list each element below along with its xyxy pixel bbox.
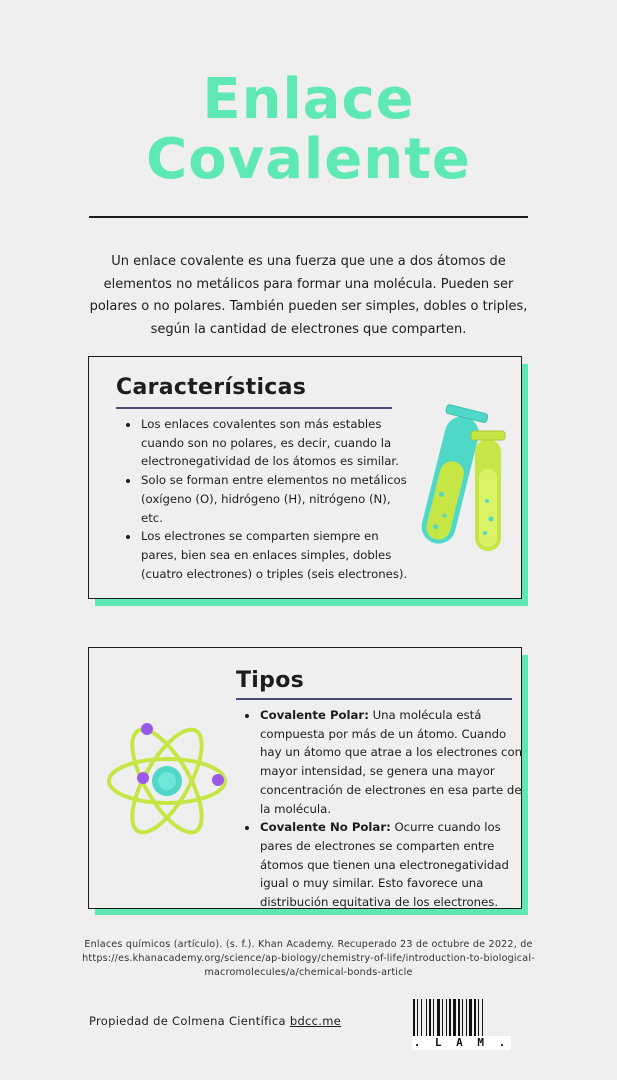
tipos-underline xyxy=(236,698,512,700)
barcode-label: . L A M . xyxy=(413,1036,510,1049)
tipos-heading: Tipos xyxy=(236,668,305,693)
tipo-term: Covalente No Polar: xyxy=(260,820,391,835)
ownership-line xyxy=(89,1014,341,1028)
intro-paragraph: Un enlace covalente es una fuerza que une a dos átomos de elementos no metálicos para formar una molécula. Pueden ser polares o no polares. También pueden ser simples, dobles o triples, según la cantidad de electrones que comparten. xyxy=(89,254,528,337)
tipo-term: Covalente Polar: xyxy=(260,708,369,722)
bdcc-link[interactable]: bdcc.me xyxy=(289,1014,342,1028)
list-item: • Los enlaces covalentes son más estables cuando son no polares, es decir, cuando la electronegatividad de los átomos es similar. xyxy=(140,415,408,471)
list-item xyxy=(259,818,529,912)
title-line-1: Enlace xyxy=(202,67,415,132)
caracteristicas-underline xyxy=(116,407,392,409)
list-item: • Solo se forman entre elementos no metálicos (oxígeno (O), hidrógeno (H), nitrógeno (N), etc. xyxy=(140,471,408,527)
atom-icon xyxy=(101,718,233,844)
caracteristicas-card xyxy=(88,356,522,599)
test-tubes-icon xyxy=(405,401,515,561)
caracteristicas-heading: Características xyxy=(116,375,307,400)
list-item xyxy=(259,706,529,818)
title-line-2: Covalente xyxy=(146,127,471,192)
title-divider xyxy=(89,216,528,218)
caracteristicas-list xyxy=(122,415,408,583)
tipos-card xyxy=(88,647,522,909)
list-item: • Los electrones se comparten siempre en pares, bien sea en enlaces simples, dobles (cuatro electrones) o triples (seis electrones). xyxy=(140,527,408,583)
tipo-text: Ocurre cuando los pares de electrones se comparten entre átomos que tienen una electronegatividad igual o muy similar. Esto favorece una distribución equitativa de los electrones. xyxy=(260,820,509,910)
reference-citation: Enlaces químicos (artículo). (s. f.). Khan Academy. Recuperado 23 de octubre de 2022, de https://es.khanacademy.org/science/ap-biology/chemistry-of-life/introduction-to-biological-macromolecules/a/chemical-bonds-article xyxy=(82,939,535,978)
owner-text: Propiedad de Colmena Científica xyxy=(89,1014,290,1028)
tipo-text: Una molécula está compuesta por más de un átomo. Cuando hay un átomo que atrae a los electrones con mayor intensidad, se genera una mayor concentración de electrones en esa parte de la molécula. xyxy=(260,708,523,816)
tipos-list xyxy=(241,706,529,912)
